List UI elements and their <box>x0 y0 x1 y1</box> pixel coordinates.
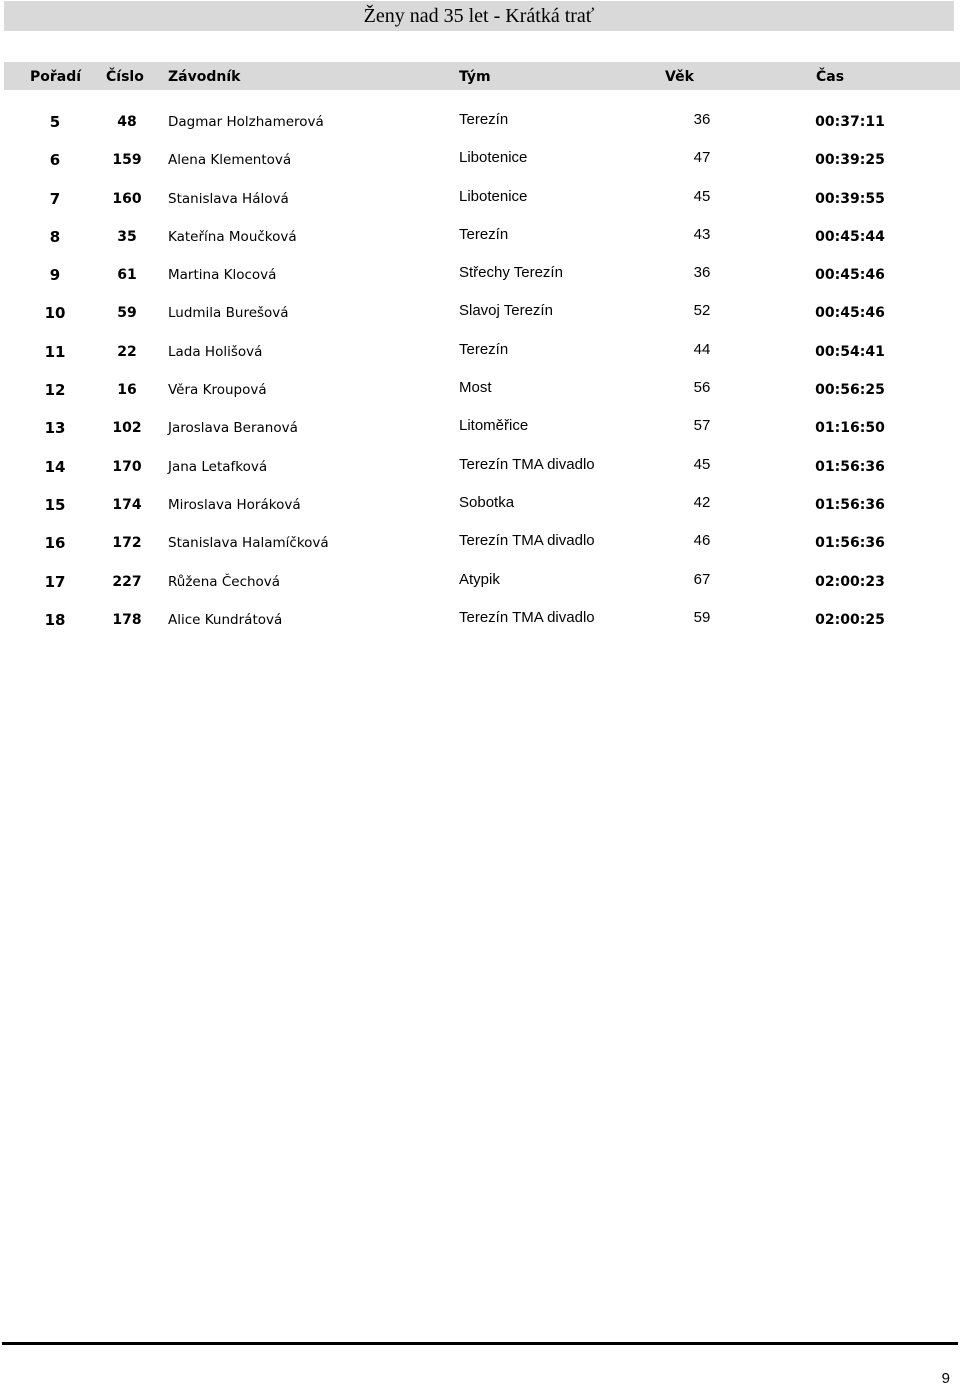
cell-rank: 11 <box>44 342 66 361</box>
table-header <box>4 62 960 90</box>
cell-name: Martina Klocová <box>168 267 277 284</box>
cell-rank: 7 <box>49 189 61 208</box>
cell-time: 01:56:36 <box>815 496 885 513</box>
cell-team: Střechy Terezín <box>459 264 563 282</box>
table-row <box>0 370 960 408</box>
cell-time: 02:00:23 <box>815 573 885 590</box>
table-row <box>0 255 960 293</box>
table-row <box>0 102 960 140</box>
cell-age: 36 <box>693 111 711 128</box>
cell-age: 45 <box>693 455 711 473</box>
cell-name: Jana Letafková <box>168 458 268 475</box>
page-title: Ženy nad 35 let - Krátká trať <box>4 1 954 31</box>
cell-age: 46 <box>693 532 711 550</box>
cell-number: 174 <box>112 496 142 513</box>
cell-team: Sobotka <box>459 493 515 511</box>
column-header-name: Závodník <box>168 69 241 85</box>
cell-rank: 15 <box>44 495 66 514</box>
cell-name: Stanislava Hálová <box>168 190 289 207</box>
column-header-team: Tým <box>459 69 491 85</box>
table-row <box>0 293 960 331</box>
cell-team: Slavoj Terezín <box>459 302 553 320</box>
cell-time: 01:56:36 <box>815 458 885 475</box>
cell-rank: 12 <box>44 381 66 400</box>
cell-age: 59 <box>693 608 711 626</box>
cell-number: 178 <box>112 611 142 628</box>
cell-name: Jaroslava Beranová <box>168 420 298 437</box>
table-row <box>0 600 960 638</box>
cell-number: 61 <box>117 267 137 284</box>
cell-team: Terezín TMA divadlo <box>459 455 595 473</box>
cell-time: 00:54:41 <box>815 343 885 360</box>
cell-time: 01:56:36 <box>815 535 885 552</box>
cell-rank: 9 <box>49 266 61 285</box>
cell-time: 00:39:55 <box>815 190 885 207</box>
cell-team: Terezín TMA divadlo <box>459 532 595 550</box>
cell-name: Stanislava Halamíčková <box>168 535 329 552</box>
cell-team: Atypik <box>459 570 500 588</box>
results-table <box>0 102 960 638</box>
cell-name: Alena Klementová <box>168 152 292 169</box>
cell-age: 44 <box>693 340 711 358</box>
cell-rank: 14 <box>44 457 66 476</box>
table-row <box>0 179 960 217</box>
cell-number: 59 <box>117 305 137 322</box>
cell-number: 102 <box>112 420 142 437</box>
cell-rank: 6 <box>49 151 61 170</box>
cell-rank: 8 <box>49 227 61 246</box>
cell-number: 227 <box>112 573 142 590</box>
cell-time: 01:16:50 <box>815 420 885 437</box>
cell-time: 00:37:11 <box>815 114 885 130</box>
cell-team: Most <box>459 379 492 397</box>
cell-rank: 16 <box>44 534 66 553</box>
column-header-rank: Pořadí <box>30 69 82 85</box>
cell-age: 36 <box>693 264 711 282</box>
cell-team: Terezín <box>459 225 509 243</box>
cell-team: Libotenice <box>459 149 528 167</box>
cell-age: 67 <box>693 570 711 588</box>
cell-team: Litoměřice <box>459 417 529 435</box>
cell-team: Terezín TMA divadlo <box>459 608 595 626</box>
cell-number: 35 <box>117 228 137 245</box>
cell-rank: 17 <box>44 572 66 591</box>
column-header-time: Čas <box>816 69 845 85</box>
cell-number: 172 <box>112 535 142 552</box>
cell-number: 48 <box>117 114 137 130</box>
table-row <box>0 562 960 600</box>
cell-number: 160 <box>112 190 142 207</box>
cell-name: Věra Kroupová <box>168 382 267 399</box>
cell-number: 159 <box>112 152 142 169</box>
cell-number: 22 <box>117 343 137 360</box>
cell-rank: 10 <box>44 304 66 323</box>
column-header-age: Věk <box>665 69 694 85</box>
cell-time: 00:56:25 <box>815 382 885 399</box>
cell-rank: 13 <box>44 419 66 438</box>
cell-name: Růžena Čechová <box>168 573 281 590</box>
cell-team: Libotenice <box>459 187 528 205</box>
cell-time: 00:39:25 <box>815 152 885 169</box>
cell-time: 00:45:46 <box>815 267 885 284</box>
cell-age: 56 <box>693 379 711 397</box>
cell-team: Terezín <box>459 111 509 128</box>
cell-age: 57 <box>693 417 711 435</box>
cell-number: 170 <box>112 458 142 475</box>
cell-team: Terezín <box>459 340 509 358</box>
cell-rank: 18 <box>44 610 66 629</box>
cell-name: Kateřína Moučková <box>168 228 297 245</box>
cell-time: 00:45:44 <box>815 228 885 245</box>
cell-age: 45 <box>693 187 711 205</box>
table-row <box>0 217 960 255</box>
cell-age: 52 <box>693 302 711 320</box>
cell-age: 43 <box>693 225 711 243</box>
cell-name: Ludmila Burešová <box>168 305 289 322</box>
table-row <box>0 140 960 178</box>
footer-rule <box>2 1342 958 1345</box>
cell-age: 42 <box>693 493 711 511</box>
cell-name: Alice Kundrátová <box>168 611 283 628</box>
table-row <box>0 332 960 370</box>
table-row <box>0 485 960 523</box>
cell-rank: 5 <box>49 113 61 131</box>
cell-age: 47 <box>693 149 711 167</box>
table-row <box>0 523 960 561</box>
page-number: 9 <box>941 1370 950 1387</box>
cell-time: 00:45:46 <box>815 305 885 322</box>
cell-number: 16 <box>117 382 137 399</box>
cell-name: Lada Holišová <box>168 343 263 360</box>
column-header-number: Číslo <box>106 69 144 85</box>
table-row <box>0 447 960 485</box>
table-row <box>0 408 960 446</box>
cell-name: Miroslava Horáková <box>168 496 301 513</box>
cell-time: 02:00:25 <box>815 611 885 628</box>
cell-name: Dagmar Holzhamerová <box>168 114 324 130</box>
